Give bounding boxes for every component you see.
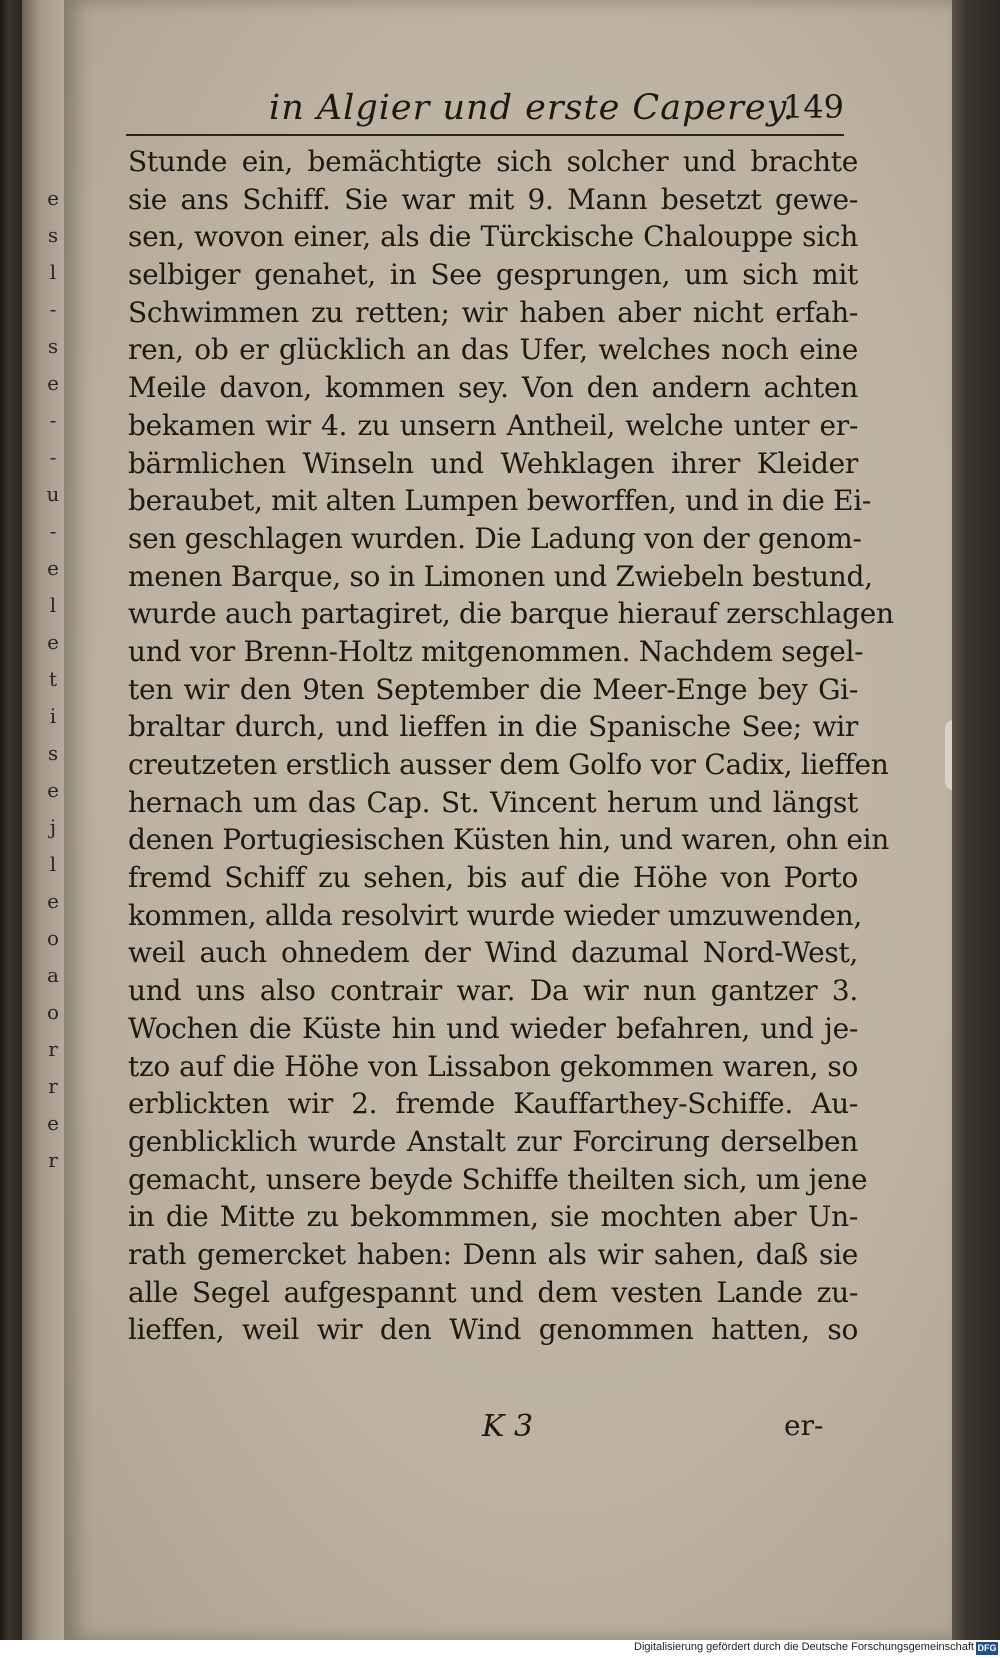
text-line: kommen, allda resolvirt wurde wieder umzuwenden, — [128, 898, 862, 932]
text-line: sen, wovon einer, als die Türckische Chalouppe sich — [128, 220, 858, 254]
text-line: und uns also contrair war. Da wir nun gantzer 3. — [128, 974, 858, 1008]
text-line: in die Mitte zu bekommmen, sie mochten aber Un- — [128, 1200, 858, 1234]
margin-fragment: e — [47, 371, 59, 395]
margin-fragment: a — [47, 963, 59, 987]
previous-page-margin-text — [40, 180, 66, 1480]
margin-fragment: - — [49, 408, 57, 432]
margin-fragment: - — [49, 297, 57, 321]
margin-fragment: l — [49, 593, 57, 617]
book-edge-right — [952, 0, 1000, 1640]
margin-fragment: u — [46, 482, 60, 506]
text-line: weil auch ohnedem der Wind dazumal Nord-West, — [128, 936, 858, 970]
text-line: creutzeten erstlich ausser dem Golfo vor Cadix, lieffen — [128, 748, 889, 781]
text-line: lieffen, weil wir den Wind genommen hatten, so — [128, 1313, 858, 1347]
digitization-footer — [0, 1640, 1000, 1658]
margin-fragment: - — [49, 445, 57, 469]
margin-fragment: t — [48, 667, 58, 691]
text-line: ten wir den 9ten September die Meer-Enge bey Gi- — [128, 672, 858, 706]
text-line: alle Segel aufgespannt und dem vesten Lande zu- — [128, 1275, 858, 1309]
text-line: Stunde ein, bemächtigte sich solcher und brachte — [128, 145, 858, 178]
book-gutter-left — [0, 0, 22, 1640]
text-line: bekamen wir 4. zu unsern Antheil, welche unter er- — [128, 408, 858, 442]
margin-fragment: o — [46, 1000, 60, 1024]
dfg-logo-icon: DFG — [977, 1643, 997, 1653]
text-line: Schwimmen zu retten; wir haben aber nicht erfah- — [128, 295, 858, 329]
funding-credit: Digitalisierung gefördert durch die Deutsche Forschungsgemeinschaft — [634, 1641, 974, 1653]
running-header — [124, 80, 844, 140]
text-line: rath gemercket haben: Denn als wir sahen, daß sie — [128, 1237, 858, 1271]
text-line: denen Portugiesischen Küsten hin, und waren, ohn ein — [128, 823, 890, 857]
margin-fragment: i — [49, 704, 57, 728]
margin-fragment: e — [47, 556, 59, 580]
running-title: in Algier und erste Caperey. — [269, 88, 795, 128]
text-line: ren, ob er glücklich an das Ufer, welches noch eine — [128, 333, 858, 367]
header-rule — [126, 134, 844, 136]
page-number: 149 — [782, 88, 844, 126]
margin-fragment: e — [47, 186, 59, 210]
margin-fragment: l — [49, 852, 57, 876]
text-line: fremd Schiff zu sehen, bis auf die Höhe von Porto — [128, 861, 858, 895]
text-line: gemacht, unsere beyde Schiffe theilten sich, um jene — [128, 1162, 868, 1196]
text-line: Meile davon, kommen sey. Von den andern achten — [128, 371, 858, 405]
text-line: wurde auch partagiret, die barque hierauf zerschlagen — [128, 597, 894, 631]
body-text — [128, 143, 894, 1349]
margin-fragment: o — [46, 926, 60, 950]
margin-fragment: - — [49, 519, 57, 543]
text-line: beraubet, mit alten Lumpen beworffen, und in die Ei- — [128, 484, 872, 518]
text-line: genblicklich wurde Anstalt zur Forcirung derselben — [128, 1124, 858, 1158]
text-line: bärmlichen Winseln und Wehklagen ihrer Kleider — [128, 446, 858, 480]
text-line: menen Barque, so in Limonen und Zwiebeln bestund, — [128, 559, 873, 593]
margin-fragment: e — [47, 630, 59, 654]
margin-fragment: e — [47, 778, 59, 802]
text-line: tzo auf die Höhe von Lissabon gekommen waren, so — [128, 1049, 858, 1083]
margin-fragment: s — [47, 741, 59, 765]
margin-fragment: j — [49, 815, 57, 839]
text-line: sen geschlagen wurden. Die Ladung von der genom- — [128, 521, 862, 555]
text-line: selbiger genahet, in See gesprungen, um sich mit — [128, 258, 858, 292]
margin-fragment: e — [47, 889, 59, 913]
margin-fragment: r — [48, 1148, 58, 1172]
margin-fragment: e — [47, 1111, 59, 1135]
text-line: braltar durch, und lieffen in die Spanische See; wir — [128, 710, 858, 744]
margin-fragment: s — [47, 334, 59, 358]
text-line: und vor Brenn-Holtz mitgenommen. Nachdem segel- — [128, 634, 864, 668]
margin-fragment: l — [49, 260, 57, 284]
signature-mark: K 3 — [482, 1409, 534, 1444]
margin-fragment: r — [48, 1074, 58, 1098]
text-line: sie ans Schiff. Sie war mit 9. Mann besetzt gewe- — [128, 182, 858, 216]
text-line: hernach um das Cap. St. Vincent herum und längst — [128, 785, 858, 819]
margin-fragment: r — [48, 1037, 58, 1061]
text-line: Wochen die Küste hin und wieder befahren, und je- — [128, 1011, 858, 1045]
catchword: er- — [784, 1409, 824, 1442]
text-line: erblickten wir 2. fremde Kauffarthey-Schiffe. Au- — [128, 1087, 858, 1121]
book-page — [64, 0, 952, 1640]
margin-fragment: s — [47, 223, 59, 247]
